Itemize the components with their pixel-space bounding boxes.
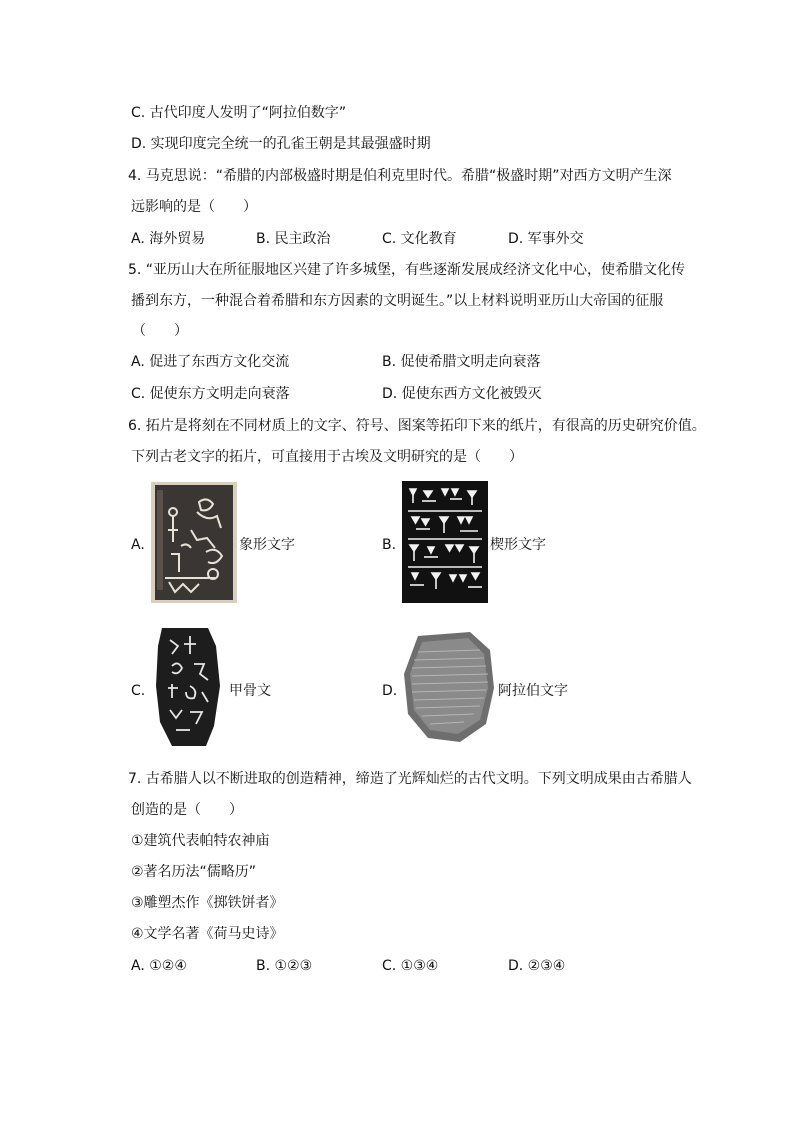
q5-stem-line3: （ ） [132, 323, 188, 339]
q3-option-c: C. 古代印度人发明了“阿拉伯数字” [131, 105, 347, 121]
q4-option-b: B. 民主政治 [256, 231, 331, 247]
q5-option-b: B. 促使希腊文明走向衰落 [382, 354, 541, 370]
oracle-bone-rubbing-image [150, 626, 226, 748]
q5-stem-line2: 播到东方，一种混合着希腊和东方因素的文明诞生。”以上材料说明亚历山大帝国的征服 [131, 293, 664, 309]
q7-option-a: A. ①②④ [131, 958, 187, 974]
q7-item-2: ②著名历法“儒略历” [131, 864, 257, 880]
cuneiform-rubbing-image [402, 481, 488, 603]
q7-stem-line2: 创造的是（ ） [131, 802, 243, 818]
q4-stem-line1: 4. 马克思说：“希腊的内部极盛时期是伯利克里时代。希腊“极盛时期”对西方文明产生深 [128, 168, 672, 184]
q4-stem-line2: 远影响的是（ ） [131, 199, 257, 215]
q6-stem-line1: 6. 拓片是将刻在不同材质上的文字、符号、图案等拓印下来的纸片，有很高的历史研究价值。 [128, 418, 706, 434]
q5-option-c: C. 促使东方文明走向衰落 [131, 386, 290, 402]
hieroglyph-rubbing-image [151, 482, 237, 603]
q7-item-4: ④文学名著《荷马史诗》 [131, 926, 284, 942]
q5-option-d: D. 促使东西方文化被毁灭 [382, 386, 542, 402]
q7-option-d: D. ②③④ [508, 958, 566, 974]
q6-option-d-letter: D. [382, 683, 398, 699]
q5-stem-line1: 5. “亚历山大在所征服地区兴建了许多城堡，有些逐渐发展成经济文化中心，使希腊文化传 [128, 262, 686, 278]
q4-option-c: C. 文化教育 [382, 231, 457, 247]
q4-option-a: A. 海外贸易 [131, 231, 206, 247]
q7-item-3: ③雕塑杰作《掷铁饼者》 [131, 895, 284, 911]
q5-option-a: A. 促进了东西方文化交流 [131, 354, 290, 370]
q7-item-1: ①建筑代表帕特农神庙 [131, 833, 270, 849]
q6-option-c-letter: C. [131, 683, 146, 699]
q6-option-d-label: 阿拉伯文字 [498, 683, 568, 699]
q6-stem-line2: 下列古老文字的拓片，可直接用于古埃及文明研究的是（ ） [131, 449, 523, 465]
q7-option-b: B. ①②③ [256, 958, 313, 974]
q7-option-c: C. ①③④ [382, 958, 439, 974]
q7-stem-line1: 7. 古希腊人以不断进取的创造精神，缔造了光辉灿烂的古代文明。下列文明成果由古希腊人 [128, 771, 692, 787]
q6-option-b-label: 楔形文字 [490, 537, 546, 553]
q3-option-d: D. 实现印度完全统一的孔雀王朝是其最强盛时期 [131, 136, 431, 152]
arabic-script-stone-image [400, 628, 496, 746]
q6-option-c-label: 甲骨文 [229, 683, 271, 699]
q4-option-d: D. 军事外交 [508, 231, 584, 247]
q6-option-a-letter: A. [131, 537, 145, 553]
q6-option-a-label: 象形文字 [239, 537, 295, 553]
q6-option-b-letter: B. [382, 537, 397, 553]
